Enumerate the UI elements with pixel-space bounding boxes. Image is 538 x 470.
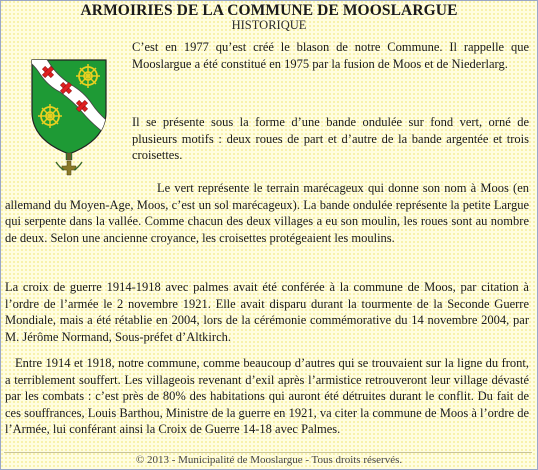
page-subtitle: HISTORIQUE: [231, 18, 307, 32]
paragraph-4: La croix de guerre 1914-1918 avec palmes avait été conférée à la commune de Moos, par citation à l’ordre de l’armée le 2 novembre 1921. Elle avait disparu durant la tourmente de la Seconde Guerre Mondiale, mais a été rétablie en 2004, lors de la cérémonie commémorative du 14 novembre 2004, par M. Jérôme Normand, Sous-préfet d’Altkirch.: [5, 280, 529, 344]
footer-divider: [4, 452, 532, 453]
paragraph-1: C’est en 1977 qu’est créé le blason de notre Commune. Il rappelle que Mooslargue a été constitué en 1975 par la fusion de Moos et de Niederlarg.: [132, 40, 529, 71]
footer-copyright: © 2013 - Municipalité de Mooslargue - Tous droits réservés.: [135, 454, 403, 466]
page-title: ARMOIRIES DE LA COMMUNE DE MOOSLARGUE: [80, 2, 458, 19]
paragraph-2: Il se présente sous la forme d’une bande ondulée sur fond vert, orné de plusieurs motifs : deux roues de part et d’autre de la bande argentée et trois croisettes.: [132, 115, 529, 162]
paragraph-3: Le vert représente le terrain marécageux qui donne son nom à Moos (en allemand du Moyen-Age, Moos, c’est un sol marécageux). La bande ondulée représente la petite Largue qui serpente dans la vallée. Comme chacun des deux villages a eu son moulin, les roues sont au nombre de deux. Selon une ancienne croyance, les croisettes protégeaient les moulins.: [5, 181, 529, 245]
paragraph-5: Entre 1914 et 1918, notre commune, comme beaucoup d’autres qui se trouvaient sur la ligne du front, a terriblement souffert. Les villageois revenant d’exil après l’armistice retrouveront leur village dévasté par les combats : c’est près de 80% des habitations qui auront été détruites durant le conflit. Du fait de ces souffrances, Louis Barthou, Ministre de la guerre en 1921, va citer la commune de Moos à l’ordre de l’Armée, lui conférant ainsi la Croix de Guerre 14-18 avec Palmes.: [5, 356, 529, 436]
coat-of-arms-icon: [26, 50, 112, 178]
